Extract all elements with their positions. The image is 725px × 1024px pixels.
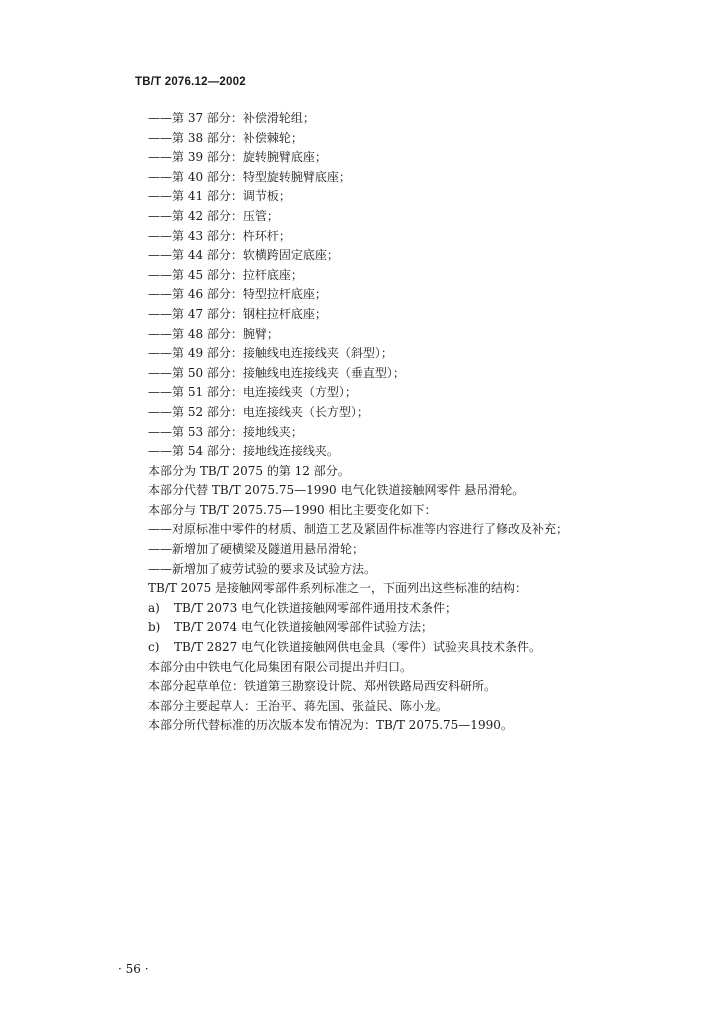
part-item: ——第 39 部分：旋转腕臂底座； [148,150,327,165]
change-item: ——新增加了硬横梁及隧道用悬吊滑轮； [148,542,365,557]
list-marker: a) [148,600,160,615]
part-item: ——第 50 部分：接触线电连接线夹（垂直型）； [148,365,405,380]
part-item: ——第 41 部分：调节板； [148,189,291,204]
part-item: ——第 37 部分：补偿滑轮组； [148,111,315,125]
list-marker: b) [148,620,161,635]
related-standard-text: TB/T 2073 电气化铁道接触网零部件通用技术条件； [174,600,458,615]
related-standard-text: TB/T 2827 电气化铁道接触网供电金具（零件）试验夹具技术条件。 [174,640,542,655]
paragraph-structure-intro: TB/T 2075 是接触网零部件系列标准之一，下面列出这些标准的结构： [148,581,528,596]
part-item: ——第 40 部分：特型旋转腕臂底座； [148,169,351,184]
paragraph-changes-intro: 本部分与 TB/T 2075.75—1990 相比主要变化如下： [148,502,437,517]
part-item: ——第 54 部分：接地线连接线夹。 [148,444,339,459]
part-item: ——第 44 部分：软横跨固定底座； [148,248,339,263]
related-standard-text: TB/T 2074 电气化铁道接触网零部件试验方法； [174,620,434,635]
related-standard-item [148,618,668,638]
part-item: ——第 47 部分：钢柱拉杆底座； [148,306,327,321]
part-item: ——第 43 部分：杵环杆； [148,228,291,243]
part-item: ——第 53 部分：接地线夹； [148,424,303,439]
related-standard-item [148,599,668,619]
list-marker: c) [148,640,160,655]
document-body [148,109,668,736]
part-item: ——第 51 部分：电连接线夹（方型）； [148,385,357,400]
paragraph-drafting-units: 本部分起草单位：铁道第三勘察设计院、郑州铁路局西安科研所。 [148,679,497,694]
parts-list [148,109,668,462]
part-item: ——第 46 部分：特型拉杆底座； [148,287,327,302]
related-standard-item [148,638,668,658]
paragraph-version-history: 本部分所代替标准的历次版本发布情况为：TB/T 2075.75—1990。 [148,718,513,733]
part-item: ——第 45 部分：拉杆底座； [148,267,303,282]
change-item: ——新增加了疲劳试验的要求及试验方法。 [148,561,377,576]
paragraph-part-number: 本部分为 TB/T 2075 的第 12 部分。 [148,463,350,478]
part-item: ——第 48 部分：腕臂； [148,326,279,341]
standard-code-header: TB/T 2076.12—2002 [135,76,246,88]
part-item: ——第 42 部分：压管； [148,208,279,223]
paragraph-replaces: 本部分代替 TB/T 2075.75—1990 电气化铁道接触网零件 悬吊滑轮。 [148,483,525,498]
related-standards-list [148,599,668,658]
paragraph-proposer: 本部分由中铁电气化局集团有限公司提出并归口。 [148,659,413,674]
change-item: ——对原标准中零件的材质、制造工艺及紧固件标准等内容进行了修改及补充； [148,522,569,537]
part-item: ——第 52 部分：电连接线夹（长方型）； [148,404,369,419]
paragraph-drafters: 本部分主要起草人：王治平、蒋先国、张益民、陈小龙。 [148,698,449,713]
page-number: · 56 · [118,962,149,976]
part-item: ——第 49 部分：接触线电连接线夹（斜型）； [148,346,393,361]
part-item: ——第 38 部分：补偿棘轮； [148,130,303,145]
